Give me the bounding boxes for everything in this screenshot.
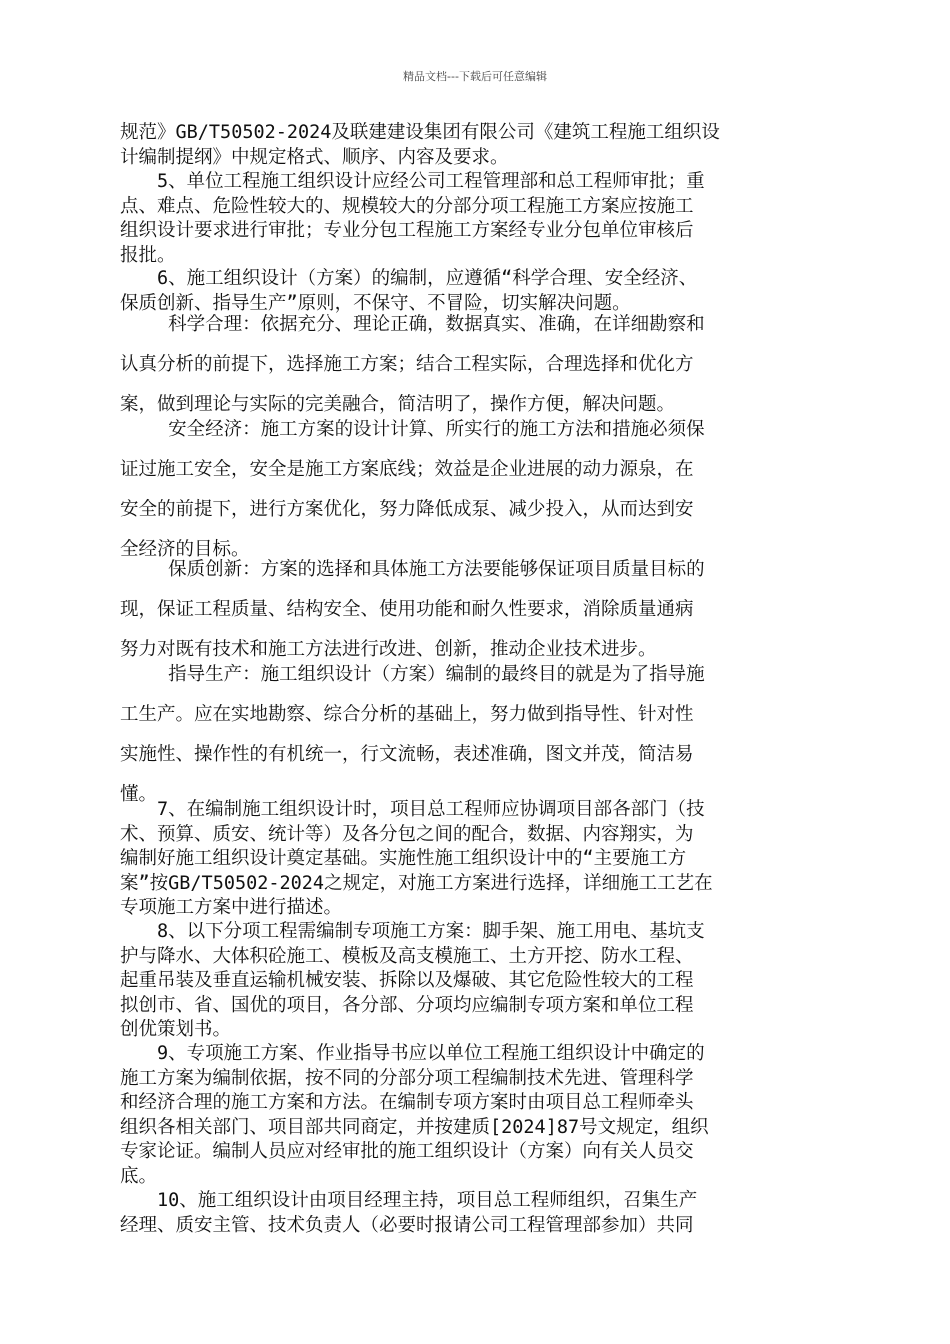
text-line: 8、以下分项工程需编制专项施工方案：脚手架、施工用电、基坑支 [120,921,705,942]
text-line: 经理、质安主管、技术负责人（必要时报请公司工程管理部参加）共同 [120,1214,694,1236]
paragraph-item-9 [120,1042,832,1189]
text-line: 实施性、操作性的有机统一，行文流畅，表述准确，图文并茂，简洁易 [120,744,694,765]
text-line: 指导生产：施工组织设计（方案）编制的最终目的就是为了指导施 [120,664,705,685]
text-line: 编制好施工组织设计奠定基础。实施性施工组织设计中的“主要施工方 [120,848,687,869]
text-line: 认真分析的前提下，选择施工方案；结合工程实际，合理选择和优化方 [120,354,694,375]
text-line: 施工方案为编制依据，按不同的分部分项工程编制技术先进、管理科学 [120,1067,694,1089]
paragraph-item-10 [120,1189,832,1238]
page-header: 精品文档---下载后可任意编辑 [403,70,547,83]
text-line: 7、在编制施工组织设计时，项目总工程师应协调项目部各部门（技 [120,799,705,820]
text-line: 全经济的目标。 [120,539,250,560]
text-line: 专项施工方案中进行描述。 [120,897,343,918]
paragraph-safety-economy [120,410,832,570]
text-line: 努力对既有技术和施工方法进行改进、创新，推动企业技术进步。 [120,639,657,660]
text-line: 科学合理：依据充分、理论正确，数据真实、准确，在详细勘察和 [120,314,705,335]
text-line: 底。 [120,1165,158,1187]
paragraph-item-5 [120,170,832,268]
text-line: 6、施工组织设计（方案）的编制，应遵循“科学合理、安全经济、 [120,268,698,289]
paragraph-scientific [120,305,832,425]
paragraph-item-7 [120,798,832,921]
text-line: 安全经济：施工方案的设计计算、所实行的施工方法和措施必须保 [120,419,705,440]
paragraph-quality-innovation [120,550,832,670]
paragraph-continued-spec [120,121,832,170]
text-line: 案”按GB/T50502-2024之规定，对施工方案进行选择，详细施工工艺在 [120,872,713,894]
text-line: 9、专项施工方案、作业指导书应以单位工程施工组织设计中确定的 [120,1043,705,1064]
text-line: 术、预算、质安、统计等）及各分包之间的配合，数据、内容翔实，为 [120,823,694,845]
text-line: 懂。 [120,784,158,805]
text-line: 安全的前提下，进行方案优化，努力降低成泵、减少投入，从而达到安 [120,499,694,520]
text-line: 工生产。应在实地勘察、综合分析的基础上，努力做到指导性、针对性 [120,704,694,725]
text-line: 和经济合理的施工方案和方法。在编制专项方案时由项目总工程师牵头 [120,1092,694,1113]
text-line: 护与降水、大体积砼施工、模板及高支模施工、土方开挖、防水工程、 [120,945,694,967]
text-line: 起重吊装及垂直运输机械安装、拆除以及爆破、其它危险性较大的工程 [120,970,694,991]
text-line: 报批。 [120,244,176,266]
text-line: 案，做到理论与实际的完美融合，简洁明了，操作方便，解决问题。 [120,394,676,415]
text-line: 组织各相关部门、项目部共同商定，并按建质[2024]87号文规定，组织 [120,1116,709,1138]
text-line: 5、单位工程施工组织设计应经公司工程管理部和总工程师审批；重 [120,171,705,192]
text-line: 保质创新：方案的选择和具体施工方法要能够保证项目质量目标的 [120,559,705,580]
text-line: 点、难点、危险性较大的、规模较大的分部分项工程施工方案应按施工 [120,195,694,217]
text-line: 拟创市、省、国优的项目，各分部、分项均应编制专项方案和单位工程 [120,994,694,1016]
text-line: 计编制提纲》中规定格式、顺序、内容及要求。 [120,146,509,168]
text-line: 组织设计要求进行审批；专业分包工程施工方案经专业分包单位审核后 [120,220,694,241]
paragraph-item-8 [120,920,832,1043]
text-line: 专家论证。编制人员应对经审批的施工组织设计（方案）向有关人员交 [120,1141,694,1162]
text-line: 10、施工组织设计由项目经理主持，项目总工程师组织，召集生产 [120,1190,698,1211]
paragraph-guide-production [120,655,832,815]
text-line: 规范》GB/T50502-2024及联建建设集团有限公司《建筑工程施工组织设 [120,122,720,143]
text-line: 创优策划书。 [120,1019,232,1040]
text-line: 现，保证工程质量、结构安全、使用功能和耐久性要求，消除质量通病 [120,599,694,620]
text-line: 保质创新、指导生产”原则，不保守、不冒险，切实解决问题。 [120,292,631,314]
text-line: 证过施工安全，安全是施工方案底线；效益是企业进展的动力源泉，在 [120,459,694,480]
